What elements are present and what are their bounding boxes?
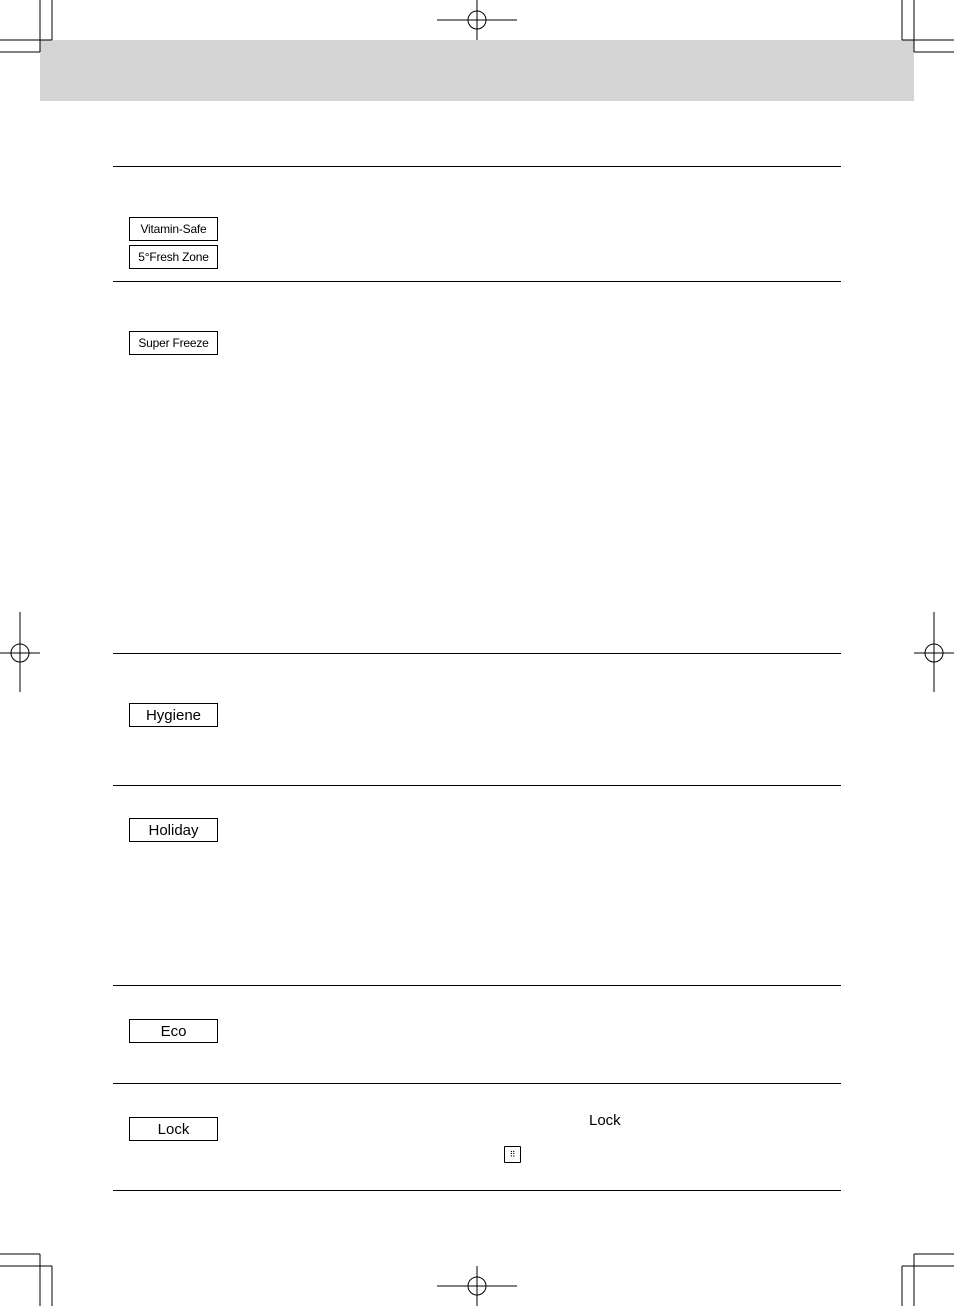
super-freeze-button-label: Super Freeze (129, 331, 218, 355)
lock-inline-label: Lock (589, 1112, 621, 1129)
section-divider (113, 1190, 841, 1191)
lock-button-label: Lock (129, 1117, 218, 1141)
header-band (40, 40, 914, 101)
holiday-button-label: Holiday (129, 818, 218, 842)
eco-button-label: Eco (129, 1019, 218, 1043)
hygiene-button-label: Hygiene (129, 703, 218, 727)
section-divider (113, 785, 841, 786)
section-divider (113, 166, 841, 167)
vitamin-safe-button-label: Vitamin-Safe (129, 217, 218, 241)
key-dots-icon: ⠿ (504, 1146, 521, 1163)
section-divider (113, 653, 841, 654)
fresh-zone-button-label: 5°Fresh Zone (129, 245, 218, 269)
section-divider (113, 985, 841, 986)
section-divider (113, 281, 841, 282)
section-divider (113, 1083, 841, 1084)
